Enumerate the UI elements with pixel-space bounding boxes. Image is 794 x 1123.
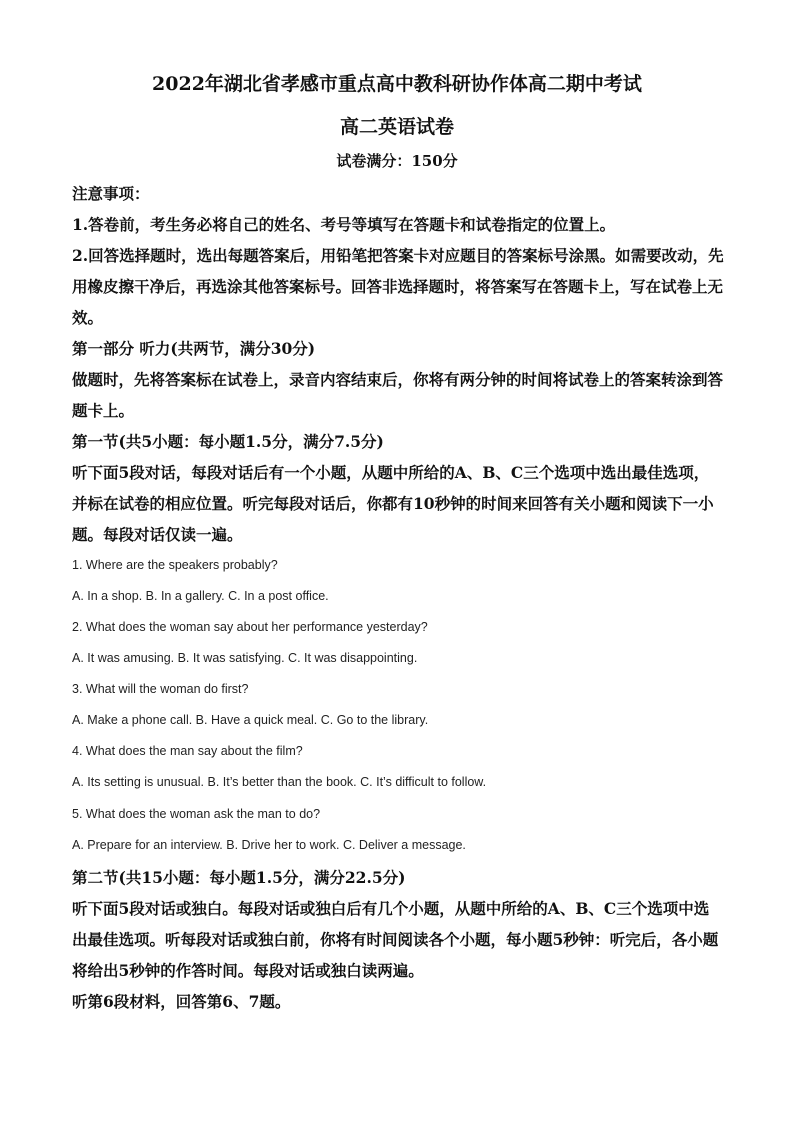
question-1-options: A. In a shop. B. In a gallery. C. In a post office. (72, 589, 329, 603)
question-5: 5. What does the woman ask the man to do? (72, 807, 321, 821)
question-2: 2. What does the woman say about her performance yesterday? (72, 620, 428, 634)
question-1: 1. Where are the speakers probably? (72, 558, 278, 572)
section2-instruction: 听下面5段对话或独白。每段对话或独白后有几个小题，从题中所给的A、B、C三个选项中选出最佳选项。听每段对话或独白前，你将有时间阅读各个小题，每小题5秒钟：听完后，各小题将给出5秒钟的作答时间。每段对话或独白读两遍。 (72, 899, 719, 980)
question-3: 3. What will the woman do first? (72, 682, 249, 696)
part1-instruction: 做题时，先将答案标在试卷上，录音内容结束后，你将有两分钟的时间将试卷上的答案转涂到答题卡上。 (72, 370, 724, 420)
notice-item-2: 2.回答选择题时，选出每题答案后，用铅笔把答案卡对应题目的答案标号涂黑。如需要改动，先用橡皮擦干净后，再选涂其他答案标号。回答非选择题时，将答案写在答题卡上，写在试卷上无效。 (72, 246, 724, 327)
question-4-options: A. Its setting is unusual. B. It’s better than the book. C. It’s difficult to follow. (72, 775, 487, 789)
section2-heading: 第二节(共15小题：每小题1.5分，满分22.5分) (72, 868, 406, 887)
part1-heading: 第一部分 听力(共两节，满分30分) (72, 339, 316, 358)
section1-instruction: 听下面5段对话，每段对话后有一个小题，从题中所给的A、B、C三个选项中选出最佳选项，并标在试卷的相应位置。听完每段对话后，你都有10秒钟的时间来回答有关小题和阅读下一小题。每段对话仅读一遍。 (72, 463, 714, 544)
section1-heading: 第一节(共5小题：每小题1.5分，满分7.5分) (72, 432, 384, 451)
question-3-options: A. Make a phone call. B. Have a quick meal. C. Go to the library. (72, 713, 429, 727)
notice-heading: 注意事项： (72, 184, 150, 203)
question-2-options: A. It was amusing. B. It was satisfying. C. It was disappointing. (72, 651, 418, 665)
exam-title: 2022年湖北省孝感市重点高中教科研协作体高二期中考试 (152, 73, 642, 95)
notice-item-1: 1.答卷前，考生务必将自己的姓名、考号等填写在答题卡和试卷指定的位置上。 (72, 215, 616, 234)
question-4: 4. What does the man say about the film? (72, 744, 303, 758)
exam-subtitle: 高二英语试卷 (339, 116, 454, 138)
question-5-options: A. Prepare for an interview. B. Drive her to work. C. Deliver a message. (72, 838, 466, 852)
full-score: 试卷满分：150分 (336, 152, 458, 170)
material-6-prompt: 听第6段材料，回答第6、7题。 (72, 992, 291, 1011)
